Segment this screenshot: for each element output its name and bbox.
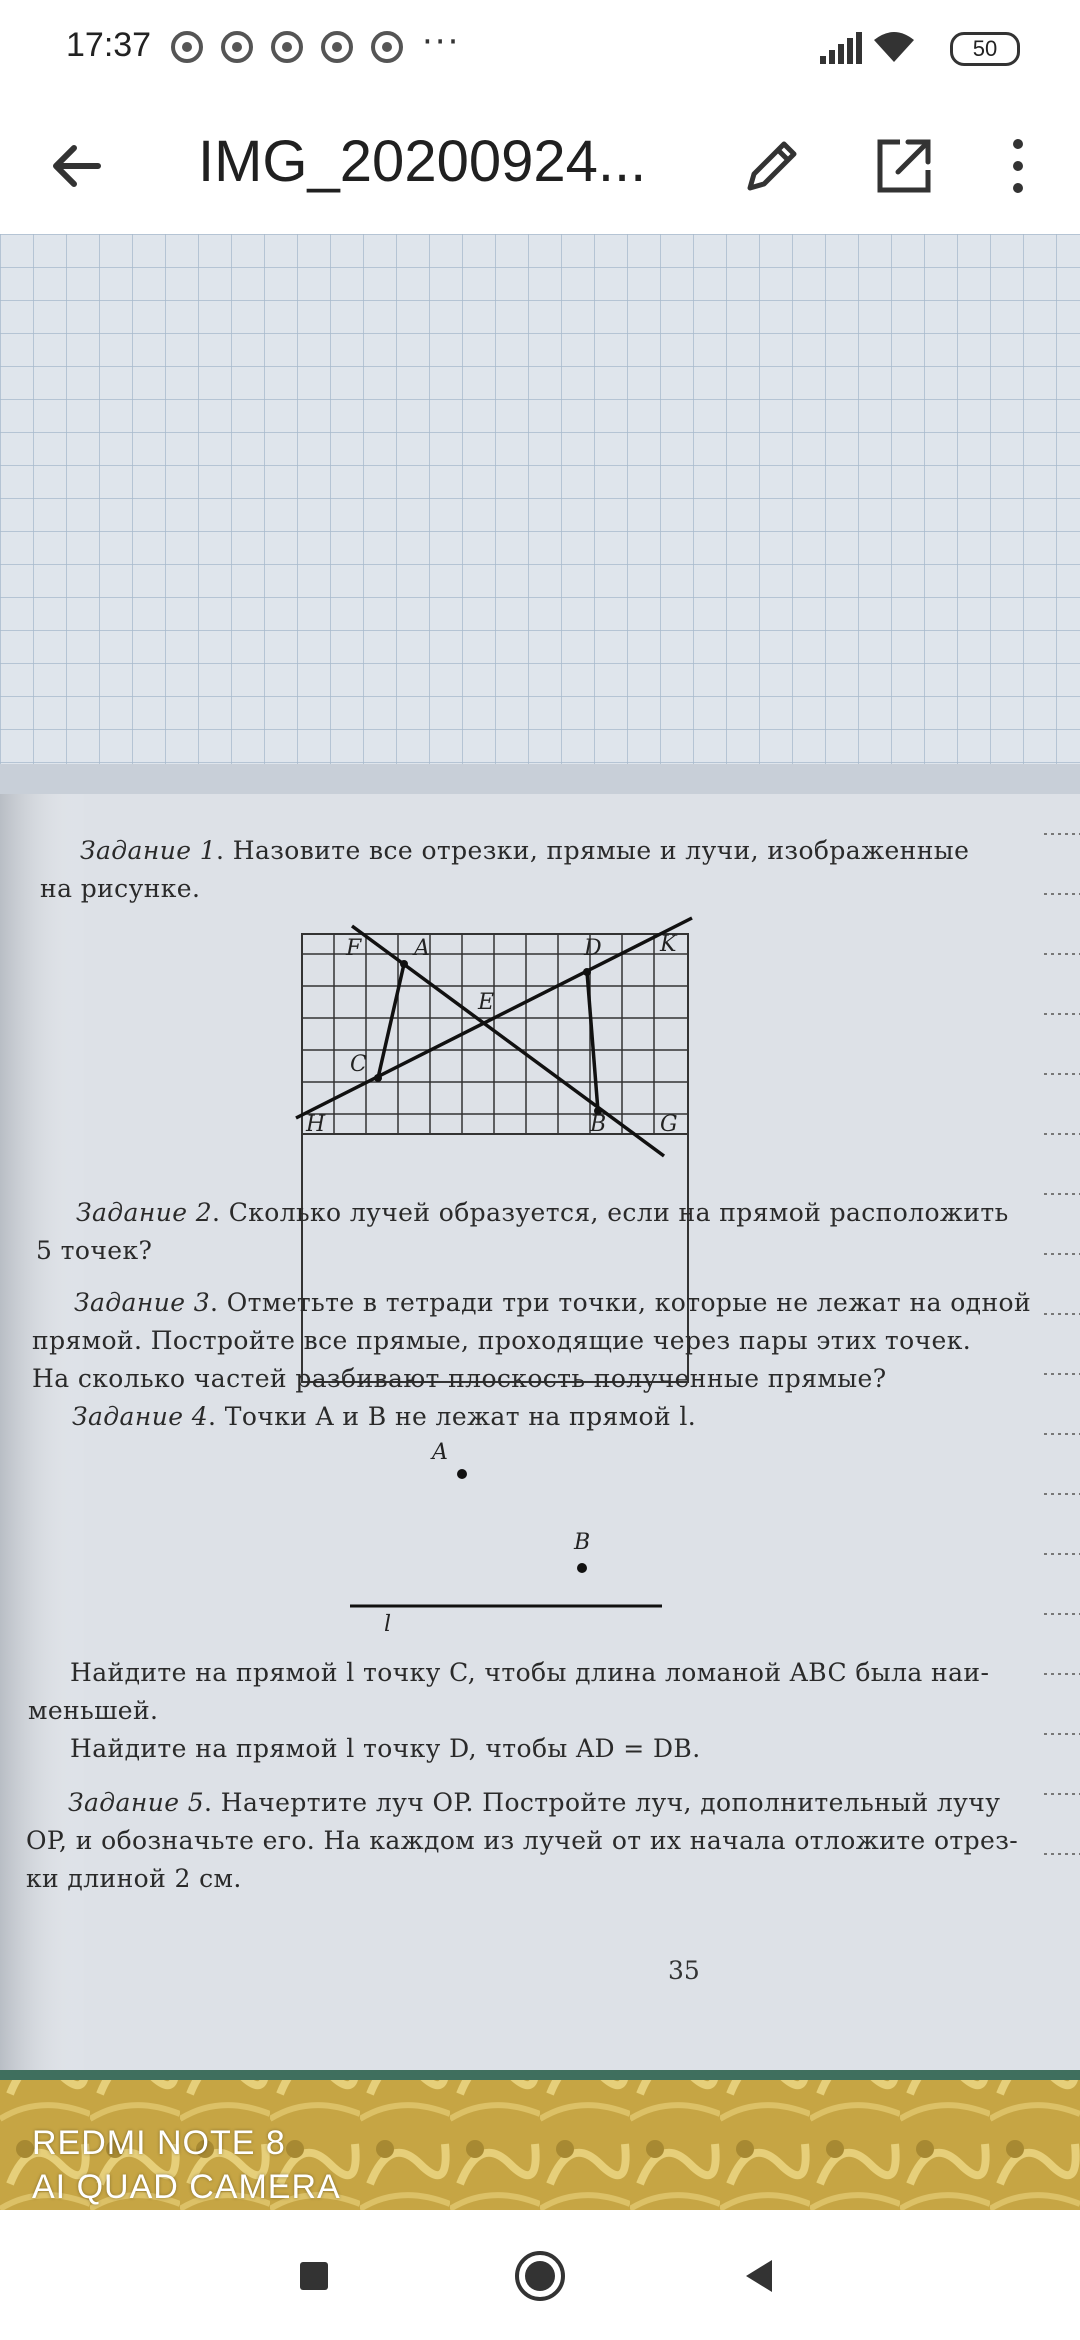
task-3-line2: прямой. Постройте все прямые, проходящие через пары этих точек. <box>32 1326 972 1355</box>
chrome-icon <box>270 30 304 64</box>
point-label-a2: A <box>432 1440 448 1465</box>
open-in-new-icon[interactable] <box>864 126 944 206</box>
task-3 <box>74 1284 1034 1322</box>
system-nav-bar <box>0 2210 1080 2340</box>
task-5 <box>68 1784 1038 1822</box>
chrome-icon <box>370 30 404 64</box>
chrome-icon <box>220 30 254 64</box>
point-label-a: A <box>414 936 430 961</box>
task-4-text: . Точки A и B не лежат на прямой l. <box>208 1402 697 1431</box>
image-title: IMG_20200924... <box>198 129 647 194</box>
photo-viewer[interactable] <box>0 234 1080 2210</box>
wifi-icon <box>872 28 916 64</box>
task-1-label: Задание 1 <box>80 836 217 865</box>
point-label-d: D <box>584 936 602 961</box>
status-right <box>820 28 1020 68</box>
more-notifications-indicator: ··· <box>422 22 461 62</box>
point-label-h: H <box>306 1112 326 1137</box>
chrome-icon <box>320 30 354 64</box>
line-label-l: l <box>384 1612 392 1637</box>
task-5-line3: ки длиной 2 см. <box>26 1864 242 1893</box>
square-icon[interactable] <box>284 2246 344 2306</box>
task-3-text: . Отметьте в тетради три точки, которые не лежат на одной <box>210 1288 1032 1317</box>
task-1-text: . Назовите все отрезки, прямые и лучи, изображенные <box>216 836 970 865</box>
task-4-label: Задание 4 <box>72 1402 209 1431</box>
task-4 <box>72 1398 972 1436</box>
more-vertical-icon[interactable] <box>978 126 1058 206</box>
task-3-line3: На сколько частей разбивают плоскость полученные прямые? <box>32 1364 887 1393</box>
task-4-followup-line1: Найдите на прямой l точку C, чтобы длина ломаной ABC была наи- <box>70 1658 990 1687</box>
task-3-label: Задание 3 <box>74 1288 211 1317</box>
point-label-g: G <box>660 1112 678 1137</box>
task-5-line2: OP, и обозначьте его. На каждом из лучей от их начала отложите отрез- <box>26 1826 1019 1855</box>
task-2-label: Задание 2 <box>76 1198 213 1227</box>
triangle-back-icon[interactable] <box>730 2246 790 2306</box>
task-4-followup-line3: Найдите на прямой l точку D, чтобы AD = DB. <box>70 1734 701 1763</box>
task-2-text: . Сколько лучей образуется, если на прямой расположить <box>212 1198 1009 1227</box>
point-label-c: C <box>350 1052 367 1077</box>
app-bar <box>0 100 1080 234</box>
task-1 <box>80 832 1020 870</box>
signal-icon <box>820 32 864 64</box>
task-2 <box>76 1194 1026 1232</box>
point-label-b2: B <box>574 1530 591 1555</box>
point-label-e: E <box>478 990 495 1015</box>
task-5-label: Задание 5 <box>68 1788 205 1817</box>
pencil-icon[interactable] <box>732 126 812 206</box>
point-label-k: K <box>660 932 677 957</box>
camera-watermark-camera: AI QUAD CAMERA <box>32 2168 341 2206</box>
camera-watermark-model: REDMI NOTE 8 <box>32 2124 286 2162</box>
task-2-line2: 5 точек? <box>36 1236 153 1265</box>
figure-1-area <box>302 934 688 1134</box>
battery-indicator: 50 <box>950 32 1020 66</box>
status-time: 17:37 <box>66 26 152 64</box>
point-label-b: B <box>590 1112 607 1137</box>
chrome-icon <box>170 30 204 64</box>
arrow-left-icon[interactable] <box>38 126 118 206</box>
point-label-f: F <box>346 936 362 961</box>
task-5-text: . Начертите луч OP. Постройте луч, дополнительный лучу <box>204 1788 1001 1817</box>
page-number: 35 <box>668 1956 700 1985</box>
task-1-line2: на рисунке. <box>40 874 201 903</box>
status-bar <box>0 0 1080 100</box>
circle-icon[interactable] <box>510 2246 570 2306</box>
task-4-followup-line2: меньшей. <box>28 1696 159 1725</box>
